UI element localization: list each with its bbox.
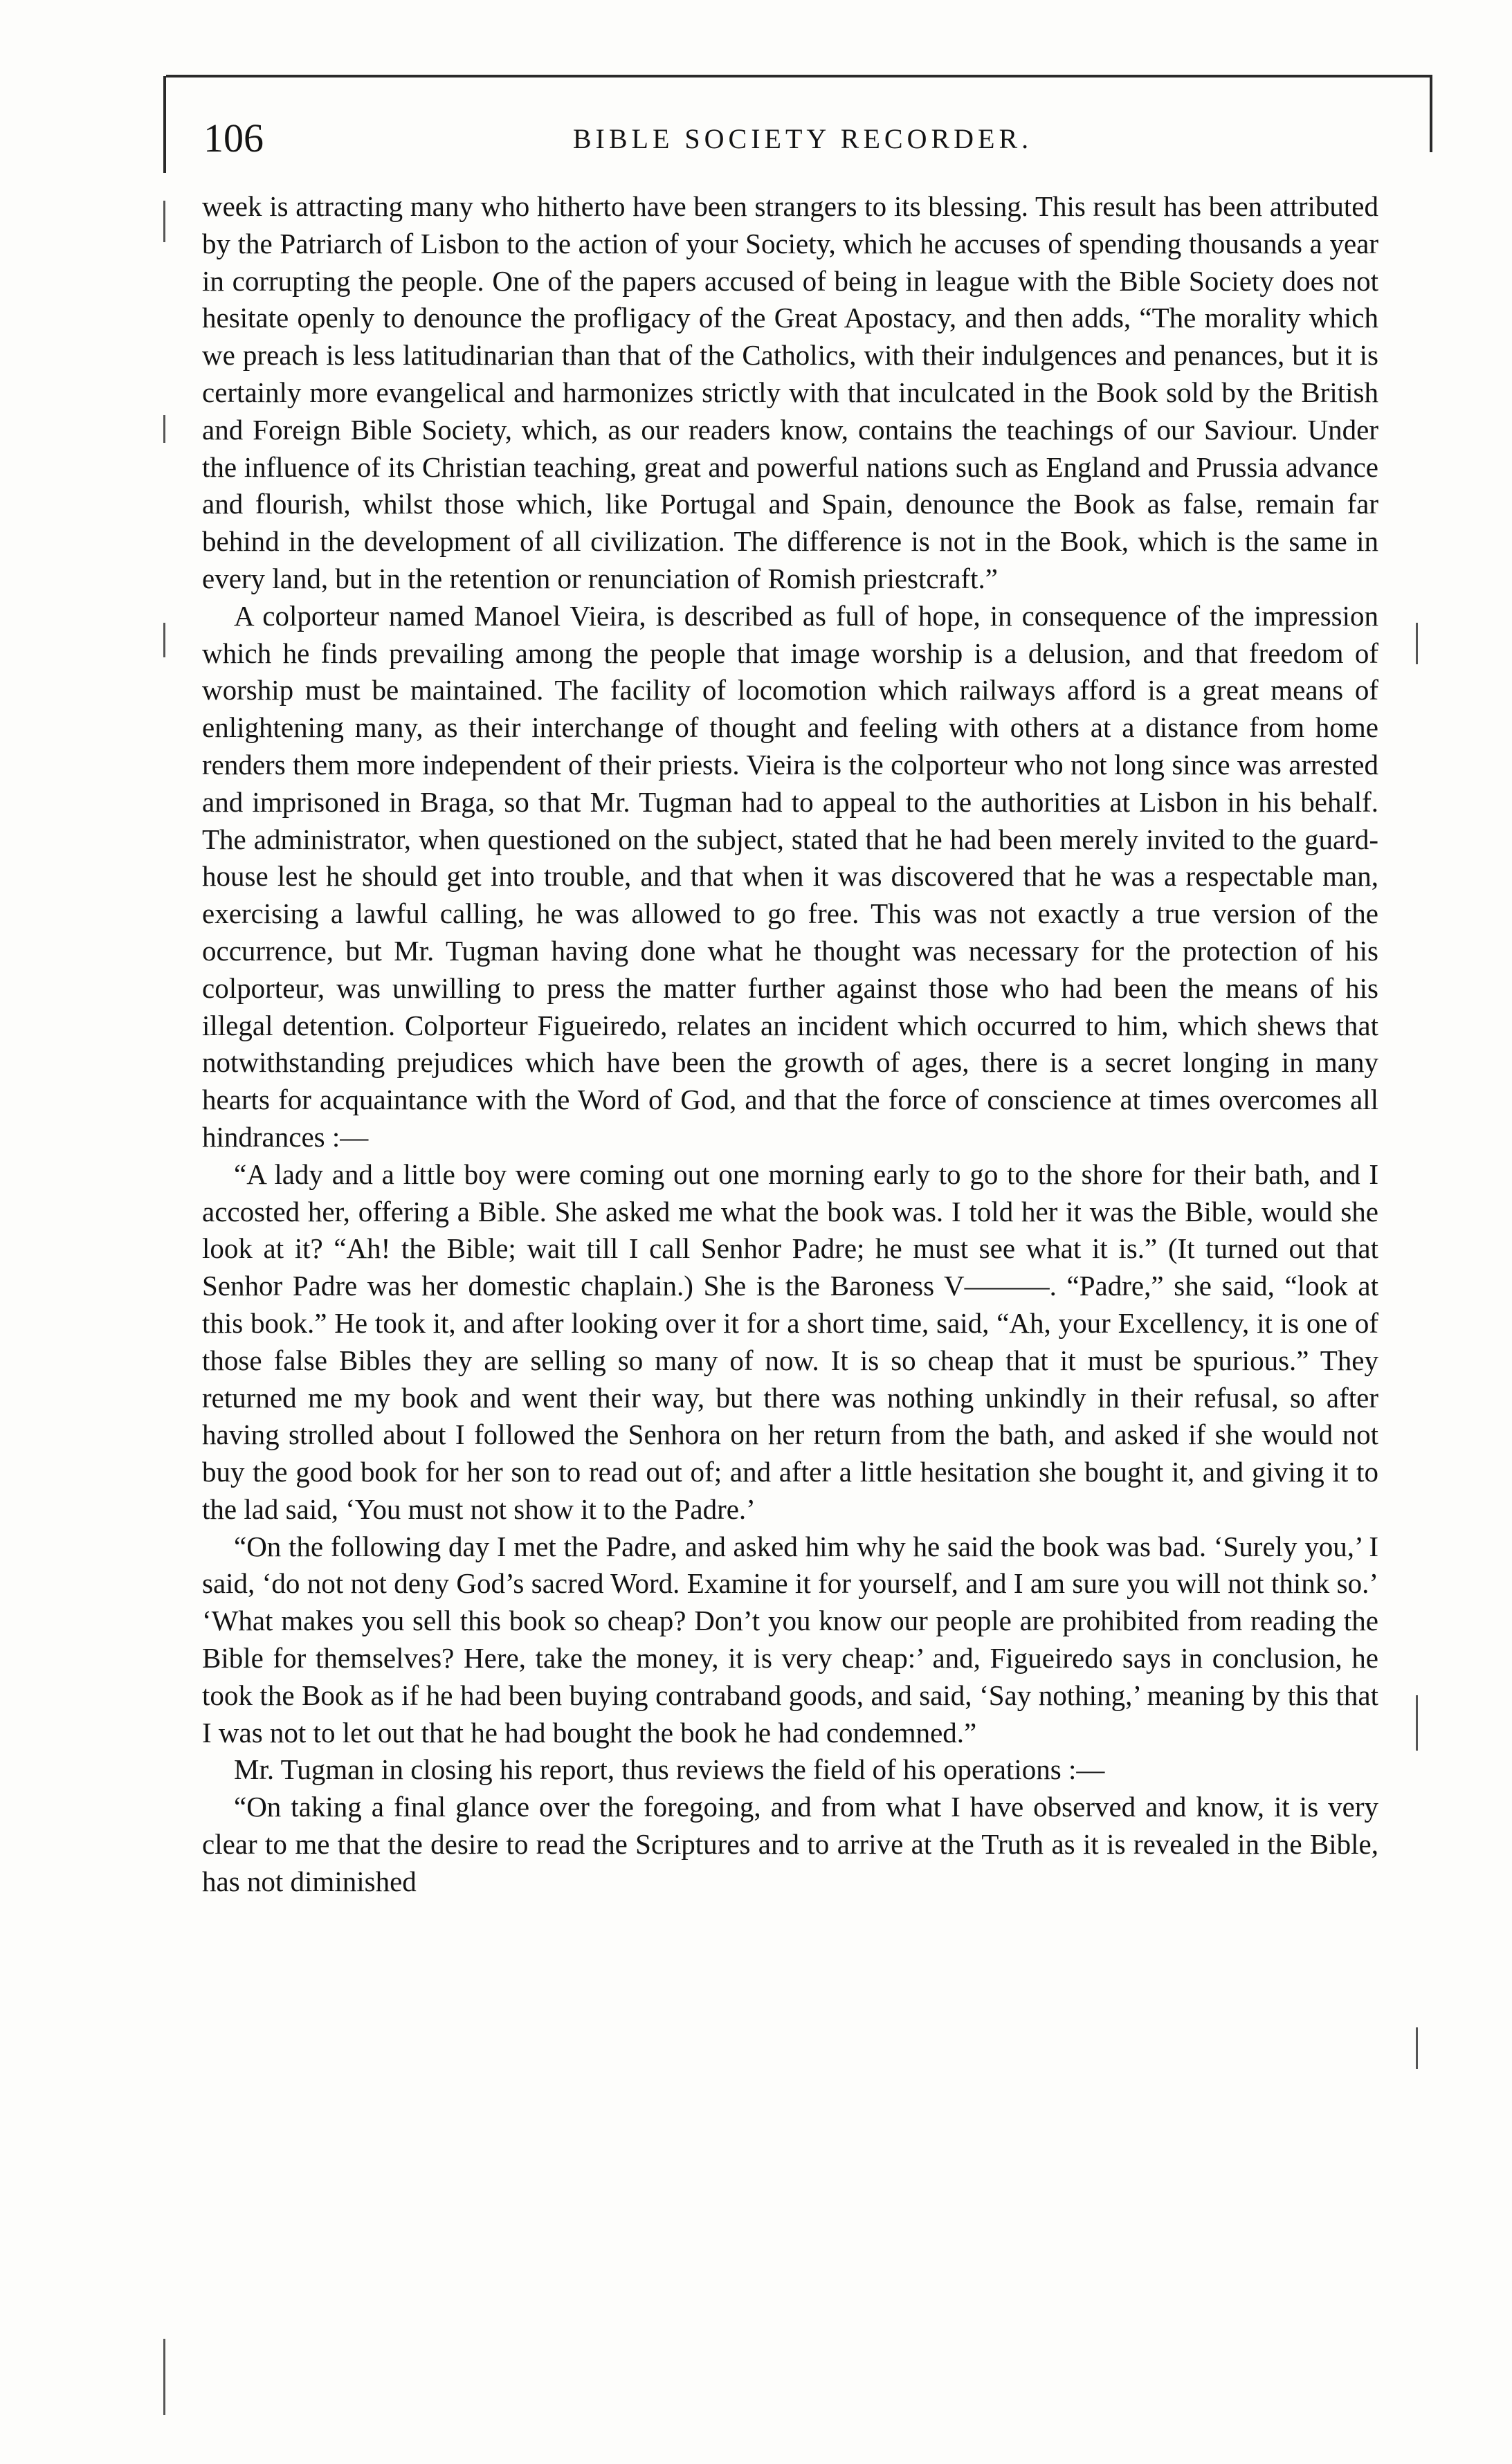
running-title: BIBLE SOCIETY RECORDER. <box>572 123 1033 154</box>
article-body <box>202 188 1378 1901</box>
left-margin-mark <box>163 201 165 242</box>
top-border-rule <box>166 75 1432 77</box>
left-margin-mark <box>163 415 165 443</box>
left-border-rule <box>163 76 166 173</box>
paragraph: A colporteur named Manoel Vieira, is described as full of hope, in consequence of the impression which he finds prevailing among the people that image worship is a delusion, and that freedom of worship must be maintained. The facility of locomotion which railways afford is a great means of enlightening many, as their interchange of thought and feeling with others at a distance from home renders them more independent of their priests. Vieira is the colporteur who not long since was arrested and imprisoned in Braga, so that Mr. Tugman had to appeal to the authorities at Lisbon in his behalf. The administrator, when questioned on the subject, stated that he had been merely invited to the guard-house lest he should get into trouble, and that when it was discovered that he was a respectable man, exercising a lawful calling, he was allowed to go free. This was not exactly a true version of the occurrence, but Mr. Tugman having done what he thought was necessary for the protection of his colporteur, was unwilling to press the matter further against those who had been the means of his illegal detention. Colporteur Figueiredo, relates an incident which occurred to him, which shews that notwithstanding prejudices which have been the growth of ages, there is a secret longing in many hearts for acquaintance with the Word of God, and that the force of conscience at times overcomes all hindrances :— <box>202 599 1378 1153</box>
right-margin-mark <box>1416 1695 1418 1751</box>
quoted-paragraph: “On the following day I met the Padre, and asked him why he said the book was bad. ‘Surely you,’ I said, ‘do not not deny God’s sacred Word. Examine it for yourself, and I am sure you will not think so.’ ‘What makes you sell this book so cheap? Don’t you know our people are prohibited from reading the Bible for themselves? Here, take the money, it is very cheap:’ and, Figueiredo says in conclusion, he took the Book as if he had been buying contraband goods, and said, ‘Say nothing,’ meaning by this that I was not to let out that he had bought the book he had condemned.” <box>202 1530 1378 1749</box>
right-border-rule <box>1430 76 1432 152</box>
right-margin-mark <box>1416 623 1418 664</box>
left-margin-mark <box>163 2339 165 2415</box>
quoted-paragraph: “On taking a final glance over the foregoing, and from what I have observed and know, it is very clear to me that the desire to read the Scriptures and to arrive at the Truth as it is revealed in the Bible, has not diminished <box>202 1791 1378 1897</box>
paragraph: week is attracting many who hitherto have been strangers to its blessing. This result has been attributed by the Patriarch of Lisbon to the action of your Society, which he accuses of spending thousands a year in corrupting the people. One of the papers accused of being in league with the Bible Society does not hesitate openly to denounce the profligacy of the Great Apostacy, and then adds, “The morality which we preach is less latitudinarian than that of the Catholics, with their indulgences and penances, but it is certainly more evangelical and harmonizes strictly with that inculcated in the Book sold by the British and Foreign Bible Society, which, as our readers know, contains the teachings of our Saviour. Under the influence of its Christian teaching, great and powerful nations such as England and Prussia advance and flourish, whilst those which, like Portugal and Spain, denounce the Book as false, remain far behind in the development of all civilization. The difference is not in the Book, which is the same in every land, but in the retention or renunciation of Romish priestcraft.” <box>202 190 1378 594</box>
page-number: 106 <box>203 116 264 161</box>
page-header <box>194 111 1412 166</box>
left-margin-mark <box>163 623 165 657</box>
paragraph: Mr. Tugman in closing his report, thus reviews the field of his operations :— <box>234 1753 1105 1786</box>
right-margin-mark <box>1416 2027 1418 2069</box>
quoted-paragraph: “A lady and a little boy were coming out one morning early to go to the shore for their bath, and I accosted her, offering a Bible. She asked me what the book was. I told her it was the Bible, would she look at it? “Ah! the Bible; wait till I call Senhor Padre; he must see what it is.” (It turned out that Senhor Padre was her domestic chaplain.) She is the Baroness V———. “Padre,” she said, “look at this book.” He took it, and after looking over it for a short time, said, “Ah, your Excellency, it is one of those false Bibles they are selling so many of now. It is so cheap that it must be spurious.” They returned me my book and went their way, but there was nothing unkindly in their refusal, so after having strolled about I followed the Senhora on her return from the bath, and asked if she would not buy the good book for her son to read out of; and after a little hesitation she bought it, and giving it to the lad said, ‘You must not show it to the Padre.’ <box>202 1158 1378 1525</box>
